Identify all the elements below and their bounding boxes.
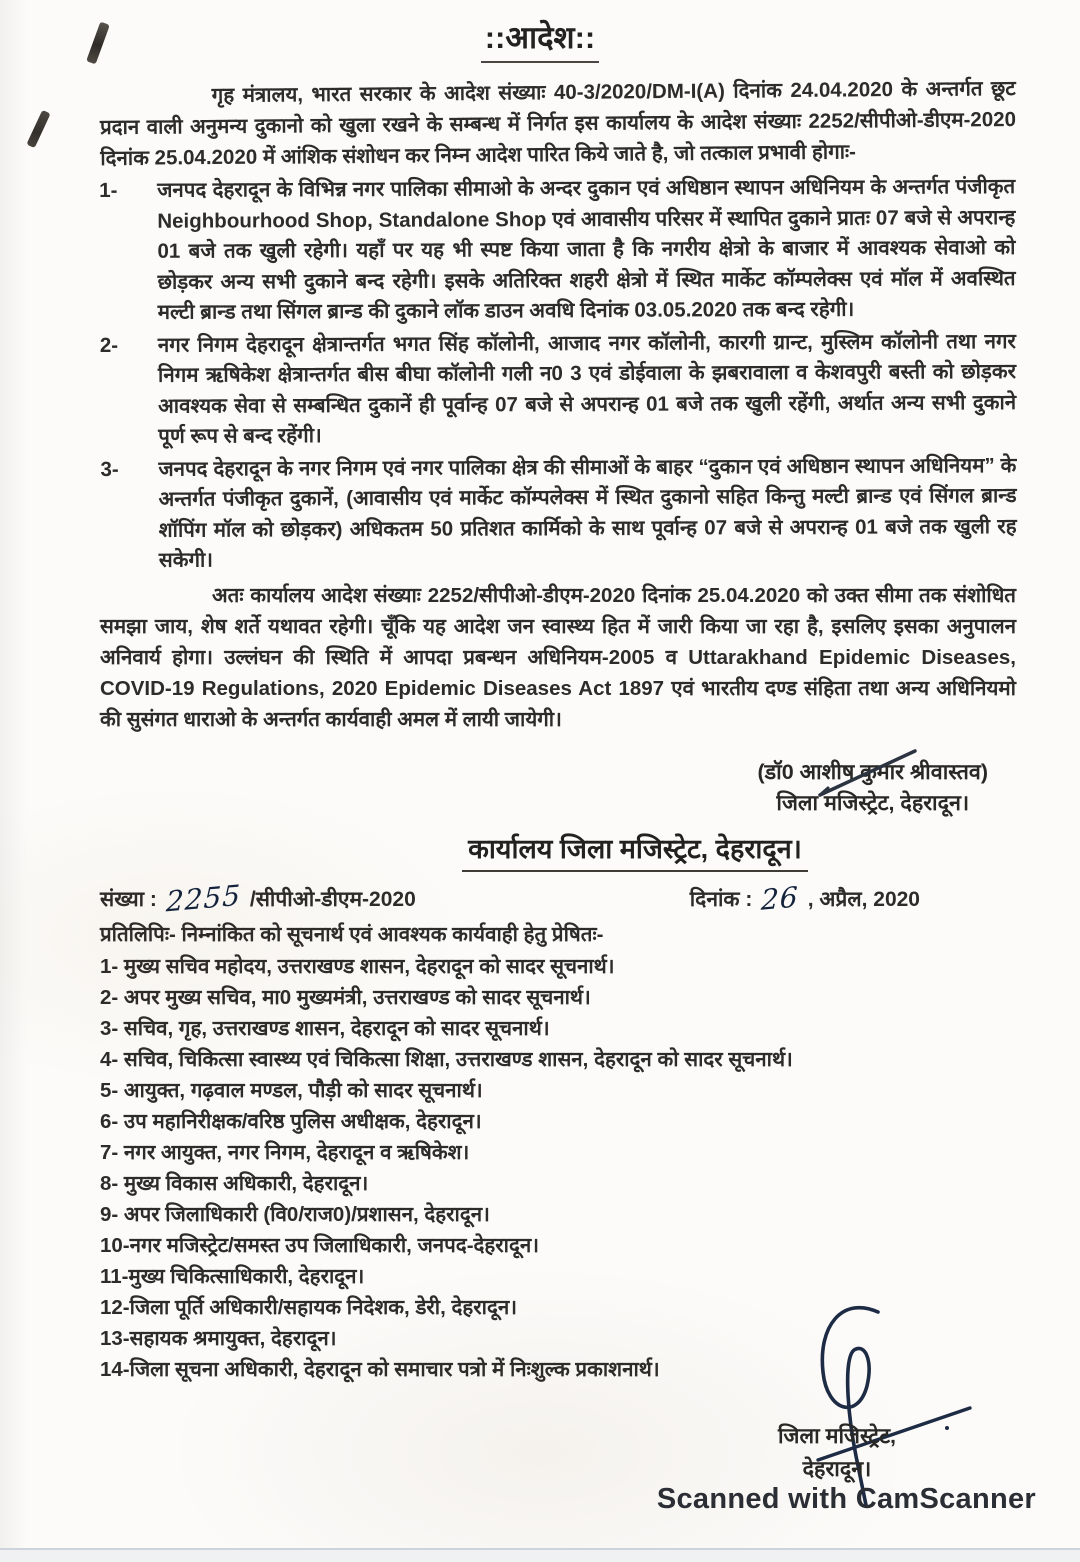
- recipient-item: 5- आयुक्त, गढ़वाल मण्डल, पौड़ी को सादर सूचनार्थ।: [100, 1078, 483, 1102]
- recipient-item: 11-मुख्य चिकित्साधिकारी, देहरादून।: [100, 1264, 365, 1288]
- date-suffix: , अप्रैल, 2020: [807, 887, 920, 911]
- order-points-list: [99, 172, 1017, 576]
- recipient-item: 7- नगर आयुक्त, नगर निगम, देहरादून व ऋषिकेश।: [100, 1140, 470, 1164]
- handwritten-date: 26: [760, 879, 800, 917]
- recipient-item: 6- उप महानिरीक्षक/वरिष्ठ पुलिस अधीक्षक, देहरादून।: [100, 1109, 482, 1133]
- number-label: संख्या :: [100, 887, 157, 911]
- signatory-title: जिला मजिस्ट्रेट, देहरादून।: [776, 790, 970, 815]
- bottom-signatory-place: देहरादून।: [802, 1457, 872, 1481]
- copy-to-line: प्रतिलिपिः- निम्नांकित को सूचनार्थ एवं आवश्यक कार्यवाही हेतु प्रेषितः-: [100, 922, 604, 946]
- order-point: [100, 327, 1017, 453]
- point-number: 2-: [99, 333, 119, 357]
- point-text: जनपद देहरादून के नगर निगम एवं नगर पालिका क्षेत्र की सीमाओं के बाहर “दुकान एवं अधिष्ठान स्थापन अधिनियम” के अन्तर्गत पंजीकृत दुकानें, (आवासीय एवं मार्केट कॉम्पलेक्स में स्थित दुकानो सहित किन्तु मल्टी ब्रान्ड एवं सिंगल ब्रान्ड शॉपिंग मॉल को छोड़कर) अधिकतम 50 प्रतिशत कार्मिको के साथ पूर्वान्ह 07 बजे से अपरान्ह 01 बजे तक खुली रह सकेगी।: [158, 453, 1017, 572]
- bottom-edge-strip: [0, 1548, 1080, 1562]
- recipient-item: 2- अपर मुख्य सचिव, मा0 मुख्यमंत्री, उत्तराखण्ड को सादर सूचनार्थ।: [100, 985, 591, 1009]
- recipient-item: 3- सचिव, गृह, उत्तराखण्ड शासन, देहरादून को सादर सूचनार्थ।: [100, 1016, 550, 1040]
- reference-number: [100, 878, 416, 918]
- title-row: [0, 0, 1080, 63]
- intro-paragraph: गृह मंत्रालय, भारत सरकार के आदेश संख्याः 40-3/2020/DM-I(A) दिनांक 24.04.2020 के अन्तर्गत छूट प्रदान वाली अनुमन्य दुकानो को खुला रखने के सम्बन्ध में निर्गत इस कार्यालय के आदेश संख्याः 2252/सीपीओ-डीएम-2020 दिनांक 25.04.2020 में आंशिक संशोधन कर निम्न आदेश पारित किये जाते है, जो तत्काल प्रभावी होगाः-: [99, 77, 1017, 170]
- recipient-item: 10-नगर मजिस्ट्रेट/समस्त उप जिलाधिकारी, जनपद-देहरादून।: [100, 1233, 540, 1257]
- recipient-item: 1- मुख्य सचिव महोदय, उत्तराखण्ड शासन, देहरादून को सादर सूचनार्थ।: [100, 954, 615, 978]
- signature-slash-mark: [812, 744, 924, 800]
- point-text: जनपद देहरादून के विभिन्न नगर पालिका सीमाओ के अन्दर दुकान एवं अधिष्ठान स्थापन अधिनियम के अन्तर्गत पंजीकृत Neighbourhood Shop, Standalone Shop एवं आवासीय परिसर में स्थापित दुकाने प्रातः 07 बजे से अपरान्ह 01 बजे तक खुली रहेगी। यहाँ पर यह भी स्पष्ट किया जाता है कि नगरीय क्षेत्रो के बाजार में आवश्यक सेवाओ को छोड़कर अन्य सभी दुकाने बन्द रहेगी। इसके अतिरिक्त शहरी क्षेत्रो में स्थित मार्केट कॉम्पलेक्स एवं मॉल में अवस्थित मल्टी ब्रान्ड तथा सिंगल ब्रान्ड की दुकाने लॉक डाउन अवधि दिनांक 03.05.2020 तक बन्द रहेगी।: [157, 175, 1016, 324]
- signatory-name: (डॉ0 आशीष कुमार श्रीवास्तव): [757, 759, 988, 784]
- handwritten-number: 2255: [165, 878, 242, 918]
- order-point: [100, 451, 1017, 577]
- staple-mark-icon: [26, 110, 50, 148]
- recipient-item: 4- सचिव, चिकित्सा स्वास्थ्य एवं चिकित्सा शिक्षा, उत्तराखण्ड शासन, देहरादून को सादर सूचनार्थ।: [100, 1047, 793, 1071]
- reference-date: [689, 879, 920, 917]
- order-point: [99, 172, 1016, 328]
- date-label: दिनांक :: [689, 887, 753, 911]
- point-number: 1-: [99, 178, 118, 203]
- recipient-item: 12-जिला पूर्ति अधिकारी/सहायक निदेशक, डेरी, देहरादून।: [100, 1295, 517, 1319]
- bottom-signatory-title: जिला मजिस्ट्रेट,: [777, 1424, 897, 1448]
- recipient-item: 9- अपर जिलाधिकारी (वि0/राज0)/प्रशासन, देहरादून।: [100, 1202, 490, 1226]
- recipient-item: 14-जिला सूचना अधिकारी, देहरादून को समाचार पत्रो में निःशुल्क प्रकाशनार्थ।: [100, 1357, 660, 1381]
- recipient-item: 13-सहायक श्रमायुक्त, देहरादून।: [100, 1326, 337, 1350]
- bottom-signatory-block: [752, 1420, 922, 1486]
- point-text: नगर निगम देहरादून क्षेत्रान्तर्गत भगत सिंह कॉलोनी, आजाद नगर कॉलोनी, कारगी ग्रान्ट, मुस्लिम कॉलोनी तथा नगर निगम ऋषिकेश क्षेत्रान्तर्गत बीस बीघा कॉलोनी गली न0 3 एवं डोईवाला के झबरावाला व केशवपुरी बस्ती को छोड़कर आवश्यक सेवा से सम्बन्धित दुकानें ही पूर्वान्ह 07 बजे से अपरान्ह 01 बजे तक खुली रहेंगी, अर्थात अन्य सभी दुकाने पूर्ण रूप से बन्द रहेंगी।: [157, 329, 1017, 448]
- reference-line: [100, 878, 920, 918]
- order-title: ::आदेश::: [481, 16, 600, 63]
- office-heading-row: [0, 829, 1080, 872]
- recipient-item: 8- मुख्य विकास अधिकारी, देहरादून।: [100, 1171, 369, 1195]
- point-number: 3-: [100, 457, 119, 481]
- number-suffix: /सीपीओ-डीएम-2020: [249, 887, 416, 911]
- office-heading: कार्यालय जिला मजिस्ट्रेट, देहरादून।: [462, 829, 808, 872]
- closing-paragraph: अतः कार्यालय आदेश संख्याः 2252/सीपीओ-डीएम-2020 दिनांक 25.04.2020 को उक्त सीमा तक संशोधित समझा जाय, शेष शर्ते यथावत रहेगी। चूँकि यह आदेश जन स्वास्थ्य हित में जारी किया जा रहा है, इसलिए इसका अनुपालन अनिवार्य होगा। उल्लंघन की स्थिति में आपदा प्रबन्धन अधिनियम-2005 व Uttarakhand Epidemic Diseases, COVID-19 Regulations, 2020 Epidemic Diseases Act 1897 एवं भारतीय दण्ड संहिता तथा अन्य अधिनियमो की सुसंगत धाराओ के अन्तर्गत कार्यवाही अमल में लायी जायेगी।: [100, 583, 1016, 731]
- camscanner-watermark: Scanned with CamScanner: [656, 1483, 1036, 1515]
